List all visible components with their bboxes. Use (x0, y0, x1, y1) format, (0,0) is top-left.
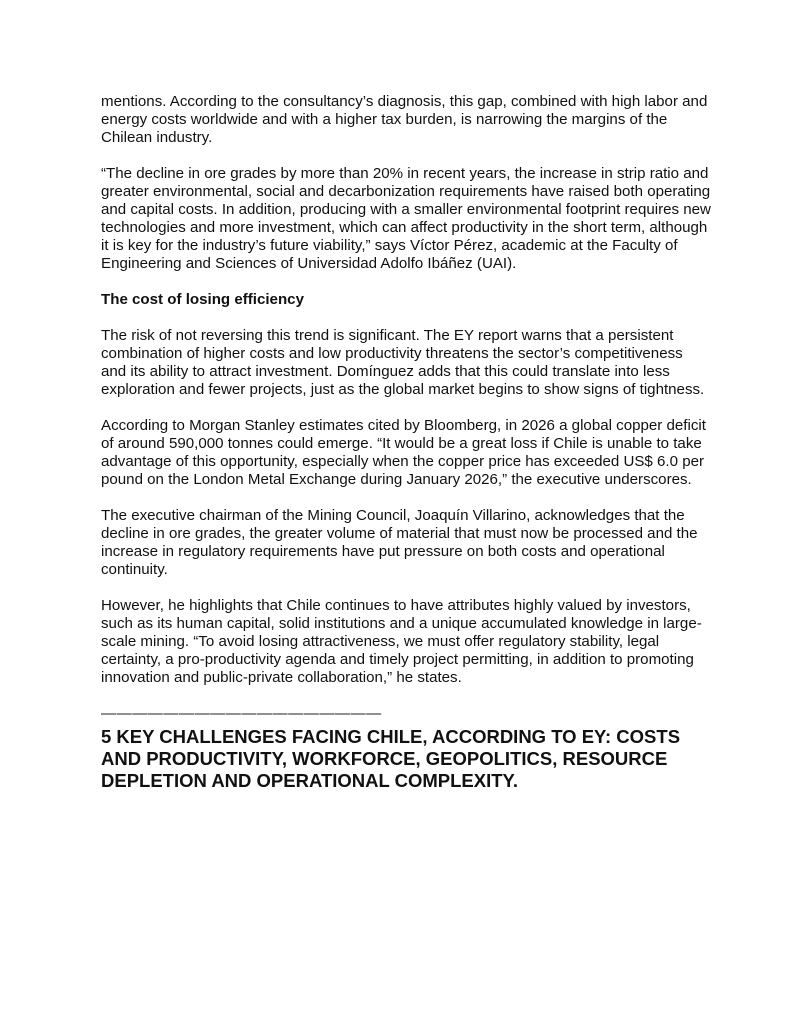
body-paragraph: The risk of not reversing this trend is significant. The EY report warns that a persistent combination of higher costs and low productivity threatens the sector’s competitiveness and its ability to attract investment. Domínguez adds that this could translate into less exploration and fewer projects, just as the global market begins to show signs of tightness. (101, 327, 705, 398)
section-headline: 5 KEY CHALLENGES FACING CHILE, ACCORDING TO EY: COSTS AND PRODUCTIVITY, WORKFORCE, GEOPOLITICS, RESOURCE DEPLETION AND OPERATIONAL COMPLEXITY. (101, 726, 681, 791)
body-paragraph: According to Morgan Stanley estimates cited by Bloomberg, in 2026 a global copper deficit of around 590,000 tonnes could emerge. “It would be a great loss if Chile is unable to take advantage of this opportunity, especially when the copper price has exceeded US$ 6.0 per pound on the London Metal Exchange during January 2026,” the executive underscores. (101, 417, 706, 488)
section-divider: —————————————————— (101, 705, 382, 722)
body-paragraph: However, he highlights that Chile continues to have attributes highly valued by investors, such as its human capital, solid institutions and a unique accumulated knowledge in large-scale mining. “To avoid losing attractiveness, we must offer regulatory stability, legal certainty, a pro-productivity agenda and timely project permitting, in addition to promoting innovation and public-private collaboration,” he states. (101, 597, 702, 686)
article-body (101, 93, 711, 792)
body-paragraph: The executive chairman of the Mining Council, Joaquín Villarino, acknowledges that the decline in ore grades, the greater volume of material that must now be processed and the increase in regulatory requirements have put pressure on both costs and operational continuity. (101, 507, 698, 578)
quote-paragraph: “The decline in ore grades by more than 20% in recent years, the increase in strip ratio and greater environmental, social and decarbonization requirements have raised both operating and capital costs. In addition, producing with a smaller environmental footprint requires new technologies and more investment, which can affect productivity in the short term, although it is key for the industry’s future viability,” says Víctor Pérez, academic at the Faculty of Engineering and Sciences of Universidad Adolfo Ibáñez (UAI). (101, 165, 711, 272)
body-paragraph: mentions. According to the consultancy’s diagnosis, this gap, combined with high labor and energy costs worldwide and with a higher tax burden, is narrowing the margins of the Chilean industry. (101, 93, 708, 146)
section-subheading: The cost of losing efficiency (101, 291, 304, 308)
